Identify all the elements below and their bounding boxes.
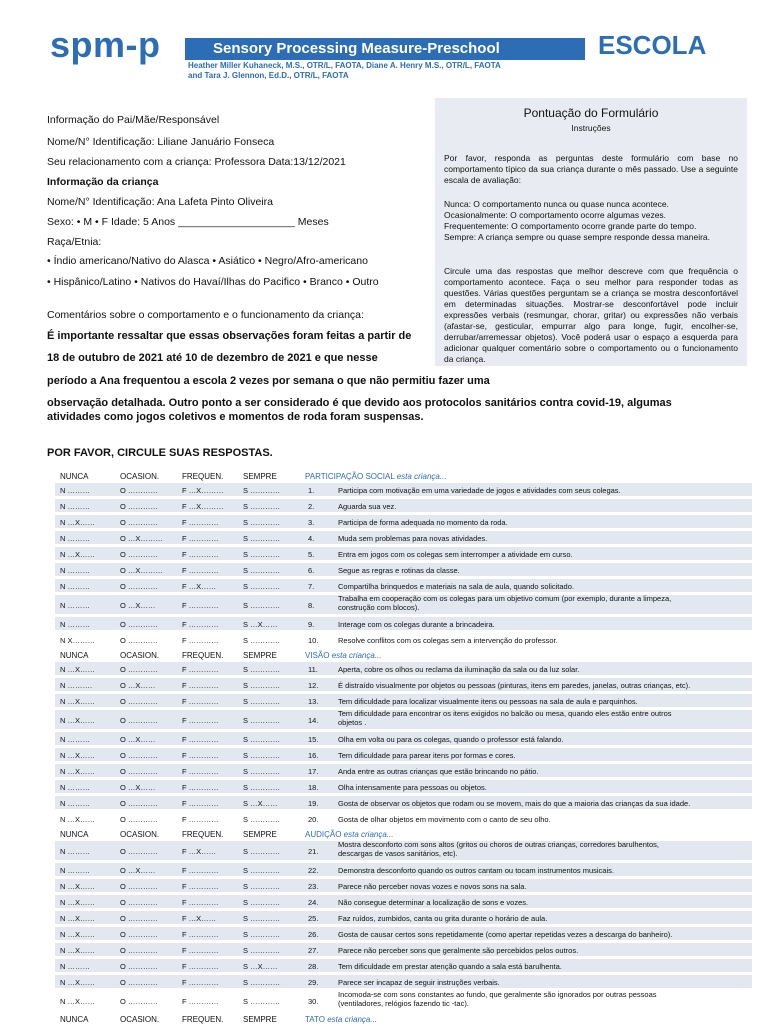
- answer-always[interactable]: S …………: [243, 946, 281, 955]
- answer-occasionally[interactable]: O …………: [120, 550, 158, 559]
- answer-occasionally[interactable]: O …X……: [120, 735, 156, 744]
- item-text: Tem dificuldade em prestar atenção quando a sala está barulhenta.: [338, 962, 562, 971]
- item-number: 3.: [308, 518, 315, 527]
- column-header: FREQUEN.: [182, 1015, 224, 1024]
- item-number: 22.: [308, 866, 319, 875]
- column-header: NUNCA: [60, 472, 89, 481]
- item-text: Não consegue determinar a localização de sons e vozes.: [338, 898, 529, 907]
- table-row: [55, 895, 752, 908]
- item-number: 20.: [308, 815, 319, 824]
- scoring-instructions-box: [435, 98, 747, 366]
- item-number: 6.: [308, 566, 315, 575]
- answer-always[interactable]: S …………: [243, 978, 281, 987]
- answer-always[interactable]: S …………: [243, 997, 281, 1006]
- answer-frequently[interactable]: F …………: [182, 898, 219, 907]
- answer-frequently[interactable]: F …X……: [182, 847, 217, 856]
- item-number: 14.: [308, 716, 319, 725]
- item-text: Parece ser incapaz de seguir instruções verbais.: [338, 978, 500, 987]
- item-number: 15.: [308, 735, 319, 744]
- answer-always[interactable]: S …………: [243, 502, 281, 511]
- item-text: Segue as regras e rotinas da classe.: [338, 566, 460, 575]
- table-row: [55, 911, 752, 924]
- item-text: Tem dificuldade para encontrar os itens exigidos no balcão ou mesa, quando eles estão entre outros objetos .: [338, 709, 672, 727]
- item-number: 10.: [308, 636, 319, 645]
- answer-never[interactable]: N …X……: [60, 997, 96, 1006]
- answer-occasionally[interactable]: O …………: [120, 799, 158, 808]
- item-number: 24.: [308, 898, 319, 907]
- answer-always[interactable]: S …………: [243, 716, 281, 725]
- answer-frequently[interactable]: F …………: [182, 946, 219, 955]
- table-row: [55, 975, 752, 988]
- answer-occasionally[interactable]: O …X……: [120, 866, 156, 875]
- answer-frequently[interactable]: F …………: [182, 550, 219, 559]
- answer-never[interactable]: N …X……: [60, 815, 96, 824]
- answer-occasionally[interactable]: O …X………: [120, 566, 163, 575]
- authors-line-1: Heather Miller Kuhaneck, M.S., OTR/L, FAOTA, Diane A. Henry M.S., OTR/L, FAOTA: [188, 61, 501, 70]
- scale-never: Nunca: O comportamento nunca ou quase nunca acontece.: [444, 199, 669, 209]
- answer-always[interactable]: S …………: [243, 930, 281, 939]
- answer-frequently[interactable]: F …………: [182, 636, 219, 645]
- answer-frequently[interactable]: F …………: [182, 962, 219, 971]
- answer-always[interactable]: S …………: [243, 751, 281, 760]
- answer-occasionally[interactable]: O …………: [120, 486, 158, 495]
- answer-never[interactable]: N ……….: [60, 681, 93, 690]
- answer-always[interactable]: S …………: [243, 815, 281, 824]
- table-row: [55, 991, 752, 1010]
- table-row: [55, 710, 752, 729]
- answer-frequently[interactable]: F …………: [182, 751, 219, 760]
- race-options-2: • Hispânico/Latino • Nativos do Havaí/Ilhas do Pacifico • Branco • Outro: [47, 276, 379, 288]
- answer-never[interactable]: N …X……: [60, 767, 96, 776]
- table-row: [55, 483, 752, 496]
- answer-occasionally[interactable]: O …X……: [120, 681, 156, 690]
- scoring-subtitle: Instruções: [571, 123, 611, 133]
- answer-always[interactable]: S …………: [243, 914, 281, 923]
- answer-never[interactable]: N ………: [60, 534, 90, 543]
- answer-occasionally[interactable]: O …………: [120, 751, 158, 760]
- answer-frequently[interactable]: F …………: [182, 735, 219, 744]
- column-header: OCASION.: [120, 830, 160, 839]
- column-header-row: [55, 1013, 752, 1027]
- answer-never[interactable]: N …X……: [60, 882, 96, 891]
- scale-always: Sempre: A criança sempre ou quase sempre responde dessa maneira.: [444, 232, 711, 242]
- table-row: [55, 748, 752, 761]
- section-title: VISÃO esta criança...: [305, 651, 382, 660]
- table-row: [55, 943, 752, 956]
- item-number: 16.: [308, 751, 319, 760]
- item-text: Gosta de observar os objetos que rodam ou se movem, mais do que a maioria das crianças da sua idade.: [338, 799, 691, 808]
- answer-never[interactable]: N …X……: [60, 665, 96, 674]
- column-header: OCASION.: [120, 651, 160, 660]
- column-header: NUNCA: [60, 651, 89, 660]
- item-text: Trabalha em cooperação com os colegas para um objetivo comum (por exemplo, durante a limpeza, construção com blocos).: [338, 594, 672, 612]
- table-row: [55, 841, 752, 860]
- answer-frequently[interactable]: F …………: [182, 882, 219, 891]
- answer-always[interactable]: S …………: [243, 486, 281, 495]
- item-number: 18.: [308, 783, 319, 792]
- answer-always[interactable]: S …………: [243, 783, 281, 792]
- column-header: NUNCA: [60, 830, 89, 839]
- item-text: Participa com motivação em uma variedade de jogos e atividades com seus colegas.: [338, 486, 621, 495]
- answer-never[interactable]: N ………: [60, 962, 90, 971]
- table-row: [55, 531, 752, 544]
- answer-never[interactable]: N …X……: [60, 697, 96, 706]
- item-number: 29.: [308, 978, 319, 987]
- answer-always[interactable]: S …………: [243, 582, 281, 591]
- form-type: ESCOLA: [598, 30, 707, 60]
- table-row: [55, 547, 752, 560]
- table-row: [55, 662, 752, 675]
- column-header: SEMPRE: [243, 651, 277, 660]
- comment-line-4: observação detalhada. Outro ponto a ser considerado é que devido aos protocolos sanitários contra covid-19, algumas: [47, 397, 672, 409]
- item-number: 11.: [308, 665, 318, 674]
- column-header: FREQUEN.: [182, 830, 224, 839]
- scoring-para-1: Por favor, responda as perguntas deste formulário com base no comportamento típico da sua criança durante o mês passado. Use a seguinte escala de avaliação:: [444, 153, 738, 185]
- table-row: [55, 579, 752, 592]
- answer-occasionally[interactable]: O …………: [120, 582, 158, 591]
- column-header: SEMPRE: [243, 472, 277, 481]
- race-options-1: • Índio americano/Nativo do Alasca • Asiático • Negro/Afro-americano: [47, 255, 368, 267]
- item-text: Demonstra desconforto quando os outros cantam ou tocam instrumentos musicais.: [338, 866, 614, 875]
- circle-prompt: POR FAVOR, CIRCULE SUAS RESPOSTAS.: [47, 447, 273, 459]
- item-text: Anda entre as outras crianças que estão brincando no pátio.: [338, 767, 539, 776]
- answer-occasionally[interactable]: O …………: [120, 620, 158, 629]
- item-number: 30.: [308, 997, 319, 1006]
- answer-frequently[interactable]: F …………: [182, 518, 219, 527]
- answer-occasionally[interactable]: O …………: [120, 636, 158, 645]
- table-row: [55, 515, 752, 528]
- answer-never[interactable]: N …X……: [60, 978, 96, 987]
- item-number: 17.: [308, 767, 319, 776]
- column-header: SEMPRE: [243, 1015, 277, 1024]
- answer-never[interactable]: N ………: [60, 866, 90, 875]
- answer-occasionally[interactable]: O …………: [120, 518, 158, 527]
- item-text: Incomoda-se com sons constantes ao fundo, que geralmente são ignorados por outras pessoas (ventiladores, relógios fazendo tic -tac).: [338, 990, 657, 1008]
- answer-never[interactable]: N …X……: [60, 946, 96, 955]
- answer-occasionally[interactable]: O …………: [120, 847, 158, 856]
- answer-frequently[interactable]: F …X……: [182, 914, 217, 923]
- item-number: 7.: [308, 582, 315, 591]
- item-text: Aperta, cobre os olhos ou reclama da iluminação da sala ou da luz solar.: [338, 665, 580, 674]
- answer-never[interactable]: N ………: [60, 502, 90, 511]
- table-row: [55, 812, 752, 825]
- answer-never[interactable]: N ………: [60, 735, 90, 744]
- table-row: [55, 927, 752, 940]
- parent-info-title: Informação do Pai/Mãe/Responsável: [47, 114, 220, 126]
- item-text: É distraído visualmente por objetos ou pessoas (pinturas, itens em paredes, janelas, outras crianças, etc).: [338, 681, 691, 690]
- table-row: [55, 863, 752, 876]
- answer-always[interactable]: S …………: [243, 847, 281, 856]
- column-header: NUNCA: [60, 1015, 89, 1024]
- parent-name: Nome/N° Identificação: Liliane Januário Fonseca: [47, 136, 275, 148]
- item-text: Tem dificuldade para localizar visualmente itens ou pessoas na sala de aula e parquinhos.: [338, 697, 638, 706]
- answer-occasionally[interactable]: O …………: [120, 882, 158, 891]
- section-subtitle: esta criança...: [327, 1015, 378, 1024]
- answer-frequently[interactable]: F …………: [182, 665, 219, 674]
- answer-always[interactable]: S …………: [243, 665, 281, 674]
- column-header: OCASION.: [120, 1015, 160, 1024]
- answer-frequently[interactable]: F …X………: [182, 486, 224, 495]
- answer-frequently[interactable]: F …………: [182, 620, 219, 629]
- answer-never[interactable]: N …X……: [60, 930, 96, 939]
- form-title: Sensory Processing Measure-Preschool: [213, 40, 500, 57]
- table-row: [55, 694, 752, 707]
- item-number: 8.: [308, 601, 315, 610]
- answer-occasionally[interactable]: O …X………: [120, 534, 163, 543]
- item-text: Aguarda sua vez.: [338, 502, 397, 511]
- answer-occasionally[interactable]: O …………: [120, 898, 158, 907]
- answer-always[interactable]: S …………: [243, 898, 281, 907]
- comment-line-5: atividades como jogos coletivos e momentos de roda foram suspensas.: [47, 411, 424, 423]
- logo: spm-p: [50, 24, 161, 65]
- answer-never[interactable]: N …X……: [60, 751, 96, 760]
- item-number: 21.: [308, 847, 319, 856]
- table-row: [55, 595, 752, 614]
- answer-frequently[interactable]: F …………: [182, 534, 219, 543]
- answer-occasionally[interactable]: O …X……: [120, 783, 156, 792]
- answer-never[interactable]: N ………: [60, 799, 90, 808]
- section-subtitle: esta criança...: [343, 830, 394, 839]
- answer-always[interactable]: S …X……: [243, 962, 278, 971]
- answer-always[interactable]: S …………: [243, 518, 281, 527]
- answer-occasionally[interactable]: O …………: [120, 502, 158, 511]
- column-header: SEMPRE: [243, 830, 277, 839]
- comment-line-2: 18 de outubro de 2021 até 10 de dezembro de 2021 e que nesse: [47, 352, 378, 364]
- scoring-title: Pontuação do Formulário: [523, 106, 659, 120]
- section-title: AUDIÇÃO esta criança...: [305, 830, 394, 839]
- section-subtitle: esta criança...: [331, 651, 382, 660]
- answer-frequently[interactable]: F …………: [182, 566, 219, 575]
- answer-never[interactable]: N …X……: [60, 898, 96, 907]
- authors-line-2: and Tara J. Glennon, Ed.D., OTR/L, FAOTA: [188, 71, 349, 80]
- answer-never[interactable]: N …X……: [60, 716, 96, 725]
- child-name: Nome/N° Identificação: Ana Lafeta Pinto Oliveira: [47, 196, 273, 208]
- answer-occasionally[interactable]: O …………: [120, 914, 158, 923]
- scoring-para-2: Circule uma das respostas que melhor descreve com que frequência o comportamento acontece. Faça o seu melhor para responder todas as questões. Várias questões perguntam se a criança se mostra desconfortável em determinadas situações. Mostrar-se desconfortável pode incluir expressões verbais (resmungar, chorar, gritar) ou expressões não verbais (afastar-se, gesticular, empurrar algo para longe, fugir, encolher-se, derrubar/arremessar objetos). Você poderá usar o espaço a esquerda para adicionar qualquer comentário sobre o comportamento ou o funcionamento da criança.: [444, 266, 738, 364]
- item-text: Muda sem problemas para novas atividades.: [338, 534, 488, 543]
- answer-always[interactable]: S …………: [243, 735, 281, 744]
- section-subtitle: esta criança...: [396, 472, 447, 481]
- item-number: 23.: [308, 882, 319, 891]
- answer-frequently[interactable]: F …………: [182, 697, 219, 706]
- item-text: Gosta de olhar objetos em movimento com o canto de seu olho.: [338, 815, 551, 824]
- table-row: [55, 633, 752, 646]
- answer-frequently[interactable]: F …………: [182, 716, 219, 725]
- item-number: 5.: [308, 550, 315, 559]
- answer-never[interactable]: N ………: [60, 582, 90, 591]
- item-text: Mostra desconforto com sons altos (gritos ou choros de outras crianças, corredores barulhentos, descargas de vasos sanitários, etc).: [338, 840, 659, 858]
- answer-occasionally[interactable]: O …………: [120, 930, 158, 939]
- answer-never[interactable]: N …X……: [60, 914, 96, 923]
- column-header: FREQUEN.: [182, 472, 224, 481]
- answer-never[interactable]: N ………: [60, 566, 90, 575]
- answer-frequently[interactable]: F …………: [182, 866, 219, 875]
- answer-occasionally[interactable]: O …………: [120, 997, 158, 1006]
- answer-occasionally[interactable]: O …………: [120, 697, 158, 706]
- answer-frequently[interactable]: F …………: [182, 978, 219, 987]
- section-title: TATO esta criança...: [305, 1015, 378, 1024]
- answer-frequently[interactable]: F …………: [182, 783, 219, 792]
- item-number: 25.: [308, 914, 319, 923]
- sex-age: Sexo: • M • F Idade: 5 Anos ____________________ Meses: [47, 216, 329, 228]
- item-number: 28.: [308, 962, 319, 971]
- answer-occasionally[interactable]: O …………: [120, 665, 158, 674]
- race-title: Raça/Etnia:: [47, 236, 102, 248]
- item-number: 27.: [308, 946, 319, 955]
- answer-occasionally[interactable]: O …X……: [120, 601, 156, 610]
- item-number: 12.: [308, 681, 319, 690]
- answer-frequently[interactable]: F …………: [182, 601, 219, 610]
- answer-frequently[interactable]: F …X……: [182, 582, 217, 591]
- answer-frequently[interactable]: F …………: [182, 767, 219, 776]
- answer-frequently[interactable]: F …………: [182, 681, 219, 690]
- answer-never[interactable]: N …X……: [60, 550, 96, 559]
- column-header-row: [55, 470, 752, 484]
- item-number: 19.: [308, 799, 319, 808]
- comment-line-3: período a Ana frequentou a escola 2 vezes por semana o que não permitiu fazer uma: [47, 375, 490, 387]
- item-number: 2.: [308, 502, 315, 511]
- answer-never[interactable]: N X………: [60, 636, 96, 645]
- answer-frequently[interactable]: F …………: [182, 799, 219, 808]
- answer-always[interactable]: S …………: [243, 534, 281, 543]
- child-info-title: Informação da criança: [47, 176, 159, 188]
- item-text: Parece não perceber novas vozes e novos sons na sala.: [338, 882, 527, 891]
- column-header: FREQUEN.: [182, 651, 224, 660]
- item-text: Tem dificuldade para parear itens por formas e cores.: [338, 751, 516, 760]
- column-header: OCASION.: [120, 472, 160, 481]
- answer-always[interactable]: S …………: [243, 697, 281, 706]
- answer-always[interactable]: S …………: [243, 636, 281, 645]
- answer-occasionally[interactable]: O …………: [120, 716, 158, 725]
- item-number: 13.: [308, 697, 319, 706]
- answer-always[interactable]: S …………: [243, 767, 281, 776]
- item-text: Olha intensamente para pessoas ou objetos.: [338, 783, 487, 792]
- answer-occasionally[interactable]: O …………: [120, 978, 158, 987]
- answer-always[interactable]: S …………: [243, 601, 281, 610]
- table-row: [55, 617, 752, 630]
- answer-never[interactable]: N ………: [60, 486, 90, 495]
- answer-never[interactable]: N ………: [60, 783, 90, 792]
- answer-frequently[interactable]: F …X………: [182, 502, 224, 511]
- item-text: Resolve conflitos com os colegas sem a intervenção do professor.: [338, 636, 558, 645]
- answer-always[interactable]: S …………: [243, 550, 281, 559]
- table-row: [55, 796, 752, 809]
- item-text: Parece não perceber sons que geralmente são percebidos pelos outros.: [338, 946, 579, 955]
- answer-always[interactable]: S …X……: [243, 620, 278, 629]
- table-row: [55, 764, 752, 777]
- table-row: [55, 678, 752, 691]
- item-text: Interage com os colegas durante a brincadeira.: [338, 620, 495, 629]
- answer-always[interactable]: S …………: [243, 882, 281, 891]
- item-text: Entra em jogos com os colegas sem interromper a atividade em curso.: [338, 550, 573, 559]
- answer-never[interactable]: N ………: [60, 620, 90, 629]
- item-number: 1.: [308, 486, 315, 495]
- scale-frequently: Frequentemente: O comportamento ocorre grande parte do tempo.: [444, 221, 697, 231]
- table-row: [55, 563, 752, 576]
- answer-occasionally[interactable]: O …………: [120, 767, 158, 776]
- answer-always[interactable]: S …………: [243, 681, 281, 690]
- answer-always[interactable]: S …………: [243, 566, 281, 575]
- answer-never[interactable]: N ………: [60, 847, 90, 856]
- comments-label: Comentários sobre o comportamento e o funcionamento da criança:: [47, 309, 364, 321]
- answer-occasionally[interactable]: O …………: [120, 946, 158, 955]
- item-text: Gosta de causar certos sons repetidamente (como apertar repetidas vezes a descarga do banheiro).: [338, 930, 673, 939]
- answer-frequently[interactable]: F …………: [182, 815, 219, 824]
- item-number: 9.: [308, 620, 315, 629]
- item-text: Compartilha brinquedos e materiais na sala de aula, quando solicitado.: [338, 582, 574, 591]
- item-number: 26.: [308, 930, 319, 939]
- item-text: Faz ruídos, zumbidos, canta ou grita durante o horário de aula.: [338, 914, 548, 923]
- table-row: [55, 879, 752, 892]
- relationship-date: Seu relacionamento com a criança: Professora Data:13/12/2021: [47, 156, 346, 168]
- answer-never[interactable]: N ………: [60, 601, 90, 610]
- section-title: PARTICIPAÇÃO SOCIAL esta criança...: [305, 472, 447, 481]
- table-row: [55, 959, 752, 972]
- answer-frequently[interactable]: F …………: [182, 930, 219, 939]
- table-row: [55, 732, 752, 745]
- item-text: Participa de forma adequada no momento da roda.: [338, 518, 508, 527]
- comment-line-1: É importante ressaltar que essas observações foram feitas a partir de: [47, 330, 412, 342]
- item-number: 4.: [308, 534, 315, 543]
- answer-never[interactable]: N …X……: [60, 518, 96, 527]
- answer-always[interactable]: S …X……: [243, 799, 278, 808]
- answer-occasionally[interactable]: O …………: [120, 815, 158, 824]
- table-row: [55, 499, 752, 512]
- answer-always[interactable]: S …………: [243, 866, 281, 875]
- item-text: Olha em volta ou para os colegas, quando o professor está falando.: [338, 735, 564, 744]
- answer-frequently[interactable]: F …………: [182, 997, 219, 1006]
- answer-occasionally[interactable]: O …………: [120, 962, 158, 971]
- column-header-row: [55, 649, 752, 663]
- table-row: [55, 780, 752, 793]
- scale-occasionally: Ocasionalmente: O comportamento ocorre algumas vezes.: [444, 210, 667, 220]
